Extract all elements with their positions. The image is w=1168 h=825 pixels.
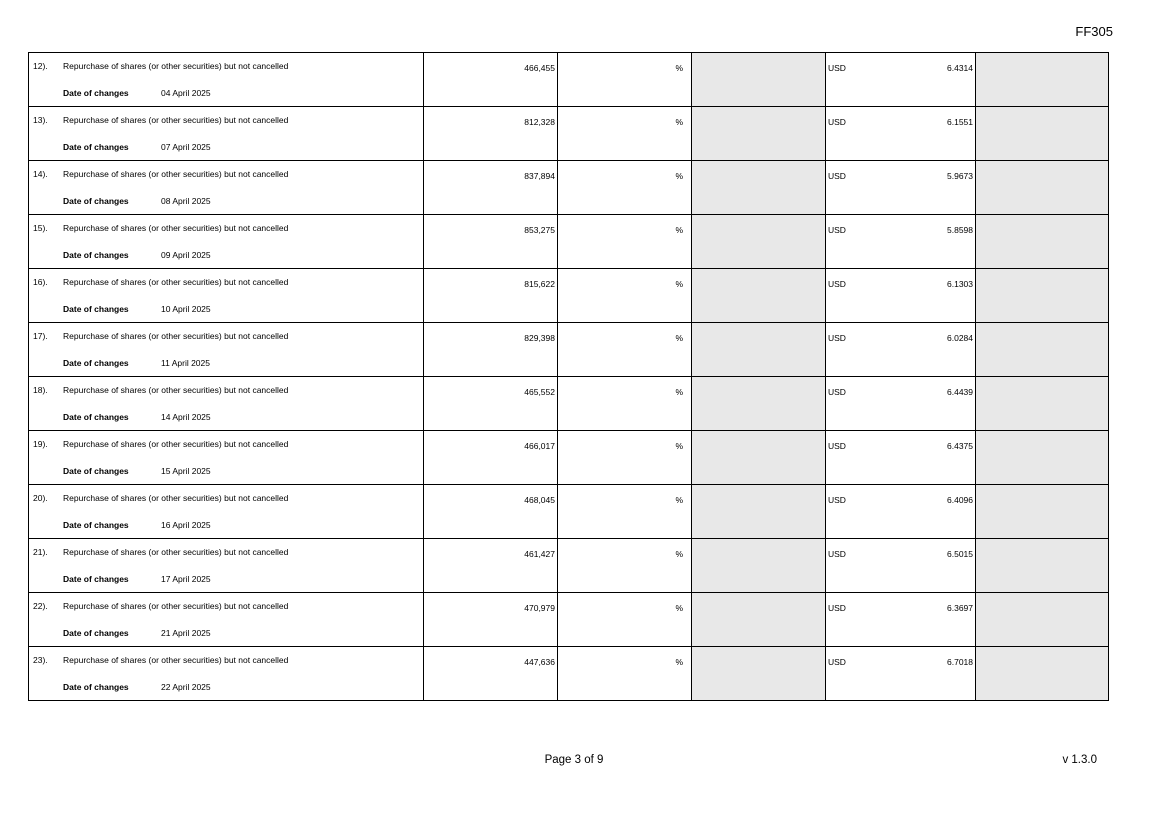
quantity-value: 829,398 <box>524 333 555 343</box>
percent-cell <box>558 323 692 377</box>
date-of-changes-value: 11 April 2025 <box>161 358 210 368</box>
quantity-cell <box>424 431 558 485</box>
table-row <box>29 431 1109 485</box>
shaded-cell <box>692 53 826 107</box>
price-cell <box>826 53 976 107</box>
percent-cell <box>558 539 692 593</box>
quantity-value: 853,275 <box>524 225 555 235</box>
date-of-changes-value: 15 April 2025 <box>161 466 211 476</box>
date-of-changes-label: Date of changes <box>63 142 129 152</box>
description-cell <box>29 377 424 431</box>
currency-code: USD <box>828 225 846 235</box>
currency-code: USD <box>828 441 846 451</box>
percent-cell <box>558 107 692 161</box>
currency-code: USD <box>828 657 846 667</box>
quantity-cell <box>424 53 558 107</box>
row-number: 20). <box>33 493 48 503</box>
percent-cell <box>558 647 692 701</box>
quantity-value: 465,552 <box>524 387 555 397</box>
price-value: 5.9673 <box>947 171 973 181</box>
shaded-cell <box>692 161 826 215</box>
date-of-changes-value: 07 April 2025 <box>161 142 211 152</box>
shaded-cell-end <box>976 647 1109 701</box>
shaded-cell <box>692 215 826 269</box>
price-value: 6.0284 <box>947 333 973 343</box>
row-number: 12). <box>33 61 48 71</box>
date-of-changes-label: Date of changes <box>63 196 129 206</box>
currency-code: USD <box>828 171 846 181</box>
date-of-changes-value: 21 April 2025 <box>161 628 211 638</box>
shaded-cell <box>692 539 826 593</box>
table-row <box>29 485 1109 539</box>
percent-symbol: % <box>675 63 683 73</box>
shaded-cell-end <box>976 539 1109 593</box>
table-row <box>29 269 1109 323</box>
percent-symbol: % <box>675 279 683 289</box>
quantity-value: 837,894 <box>524 171 555 181</box>
shaded-cell-end <box>976 215 1109 269</box>
currency-code: USD <box>828 333 846 343</box>
table-row <box>29 107 1109 161</box>
quantity-value: 466,017 <box>524 441 555 451</box>
percent-symbol: % <box>675 549 683 559</box>
date-of-changes-value: 17 April 2025 <box>161 574 211 584</box>
row-number: 21). <box>33 547 48 557</box>
shaded-cell <box>692 593 826 647</box>
quantity-value: 815,622 <box>524 279 555 289</box>
date-of-changes-label: Date of changes <box>63 250 129 260</box>
quantity-cell <box>424 485 558 539</box>
row-number: 23). <box>33 655 48 665</box>
price-value: 6.7018 <box>947 657 973 667</box>
date-of-changes-label: Date of changes <box>63 304 129 314</box>
percent-symbol: % <box>675 495 683 505</box>
percent-cell <box>558 377 692 431</box>
quantity-cell <box>424 323 558 377</box>
description-cell <box>29 485 424 539</box>
table-row <box>29 593 1109 647</box>
date-of-changes-label: Date of changes <box>63 628 129 638</box>
shaded-cell-end <box>976 161 1109 215</box>
shaded-cell-end <box>976 269 1109 323</box>
price-cell <box>826 539 976 593</box>
percent-cell <box>558 485 692 539</box>
change-description: Repurchase of shares (or other securities) but not cancelled <box>63 493 289 503</box>
percent-cell <box>558 431 692 485</box>
quantity-cell <box>424 647 558 701</box>
price-value: 6.3697 <box>947 603 973 613</box>
quantity-cell <box>424 377 558 431</box>
percent-symbol: % <box>675 171 683 181</box>
quantity-cell <box>424 107 558 161</box>
quantity-value: 447,636 <box>524 657 555 667</box>
price-cell <box>826 377 976 431</box>
quantity-value: 466,455 <box>524 63 555 73</box>
shaded-cell <box>692 485 826 539</box>
table-row <box>29 323 1109 377</box>
price-cell <box>826 593 976 647</box>
description-cell <box>29 539 424 593</box>
shaded-cell <box>692 107 826 161</box>
change-description: Repurchase of shares (or other securities) but not cancelled <box>63 601 289 611</box>
date-of-changes-value: 10 April 2025 <box>161 304 211 314</box>
date-of-changes-label: Date of changes <box>63 412 129 422</box>
quantity-cell <box>424 539 558 593</box>
change-description: Repurchase of shares (or other securities) but not cancelled <box>63 655 289 665</box>
quantity-value: 470,979 <box>524 603 555 613</box>
percent-symbol: % <box>675 603 683 613</box>
price-cell <box>826 431 976 485</box>
price-cell <box>826 215 976 269</box>
table-row <box>29 161 1109 215</box>
percent-cell <box>558 161 692 215</box>
shaded-cell <box>692 323 826 377</box>
table-row <box>29 647 1109 701</box>
date-of-changes-value: 04 April 2025 <box>161 88 211 98</box>
shaded-cell-end <box>976 377 1109 431</box>
row-number: 18). <box>33 385 48 395</box>
change-description: Repurchase of shares (or other securities) but not cancelled <box>63 169 289 179</box>
date-of-changes-value: 14 April 2025 <box>161 412 211 422</box>
percent-symbol: % <box>675 117 683 127</box>
change-description: Repurchase of shares (or other securities) but not cancelled <box>63 223 289 233</box>
percent-symbol: % <box>675 225 683 235</box>
form-code: FF305 <box>1075 24 1113 39</box>
price-cell <box>826 323 976 377</box>
form-version: v 1.3.0 <box>1062 754 1097 766</box>
percent-cell <box>558 269 692 323</box>
change-description: Repurchase of shares (or other securities) but not cancelled <box>63 115 289 125</box>
shaded-cell-end <box>976 485 1109 539</box>
percent-symbol: % <box>675 441 683 451</box>
date-of-changes-label: Date of changes <box>63 682 129 692</box>
shaded-cell-end <box>976 53 1109 107</box>
shaded-cell <box>692 269 826 323</box>
percent-cell <box>558 53 692 107</box>
description-cell <box>29 53 424 107</box>
price-value: 6.4375 <box>947 441 973 451</box>
description-cell <box>29 107 424 161</box>
shaded-cell-end <box>976 323 1109 377</box>
price-value: 6.4096 <box>947 495 973 505</box>
change-description: Repurchase of shares (or other securities) but not cancelled <box>63 277 289 287</box>
date-of-changes-label: Date of changes <box>63 358 129 368</box>
table-row <box>29 53 1109 107</box>
description-cell <box>29 269 424 323</box>
change-description: Repurchase of shares (or other securities) but not cancelled <box>63 331 289 341</box>
quantity-cell <box>424 269 558 323</box>
row-number: 16). <box>33 277 48 287</box>
row-number: 22). <box>33 601 48 611</box>
row-number: 13). <box>33 115 48 125</box>
date-of-changes-label: Date of changes <box>63 466 129 476</box>
price-cell <box>826 485 976 539</box>
change-description: Repurchase of shares (or other securities) but not cancelled <box>63 439 289 449</box>
quantity-value: 812,328 <box>524 117 555 127</box>
percent-cell <box>558 215 692 269</box>
currency-code: USD <box>828 279 846 289</box>
quantity-value: 461,427 <box>524 549 555 559</box>
table-row <box>29 539 1109 593</box>
price-cell <box>826 161 976 215</box>
row-number: 19). <box>33 439 48 449</box>
shaded-cell-end <box>976 431 1109 485</box>
currency-code: USD <box>828 549 846 559</box>
change-description: Repurchase of shares (or other securities) but not cancelled <box>63 385 289 395</box>
currency-code: USD <box>828 117 846 127</box>
price-value: 6.1551 <box>947 117 973 127</box>
shaded-cell <box>692 377 826 431</box>
date-of-changes-value: 08 April 2025 <box>161 196 211 206</box>
change-description: Repurchase of shares (or other securities) but not cancelled <box>63 547 289 557</box>
date-of-changes-label: Date of changes <box>63 574 129 584</box>
date-of-changes-value: 16 April 2025 <box>161 520 211 530</box>
quantity-cell <box>424 161 558 215</box>
date-of-changes-value: 09 April 2025 <box>161 250 211 260</box>
description-cell <box>29 323 424 377</box>
row-number: 14). <box>33 169 48 179</box>
percent-symbol: % <box>675 333 683 343</box>
date-of-changes-label: Date of changes <box>63 88 129 98</box>
percent-cell <box>558 593 692 647</box>
row-number: 17). <box>33 331 48 341</box>
price-cell <box>826 107 976 161</box>
page-number: Page 3 of 9 <box>544 754 604 766</box>
price-value: 5.8598 <box>947 225 973 235</box>
quantity-cell <box>424 215 558 269</box>
description-cell <box>29 215 424 269</box>
currency-code: USD <box>828 63 846 73</box>
price-cell <box>826 647 976 701</box>
row-number: 15). <box>33 223 48 233</box>
description-cell <box>29 161 424 215</box>
shaded-cell <box>692 647 826 701</box>
price-value: 6.4439 <box>947 387 973 397</box>
description-cell <box>29 593 424 647</box>
percent-symbol: % <box>675 657 683 667</box>
currency-code: USD <box>828 495 846 505</box>
description-cell <box>29 431 424 485</box>
percent-symbol: % <box>675 387 683 397</box>
price-value: 6.4314 <box>947 63 973 73</box>
table-row <box>29 377 1109 431</box>
shaded-cell-end <box>976 593 1109 647</box>
currency-code: USD <box>828 387 846 397</box>
price-value: 6.5015 <box>947 549 973 559</box>
date-of-changes-label: Date of changes <box>63 520 129 530</box>
table-body <box>29 53 1109 701</box>
change-description: Repurchase of shares (or other securities) but not cancelled <box>63 61 289 71</box>
table-row <box>29 215 1109 269</box>
shaded-cell <box>692 431 826 485</box>
currency-code: USD <box>828 603 846 613</box>
price-cell <box>826 269 976 323</box>
share-repurchase-table <box>28 52 1109 701</box>
quantity-cell <box>424 593 558 647</box>
shaded-cell-end <box>976 107 1109 161</box>
quantity-value: 468,045 <box>524 495 555 505</box>
price-value: 6.1303 <box>947 279 973 289</box>
date-of-changes-value: 22 April 2025 <box>161 682 211 692</box>
description-cell <box>29 647 424 701</box>
